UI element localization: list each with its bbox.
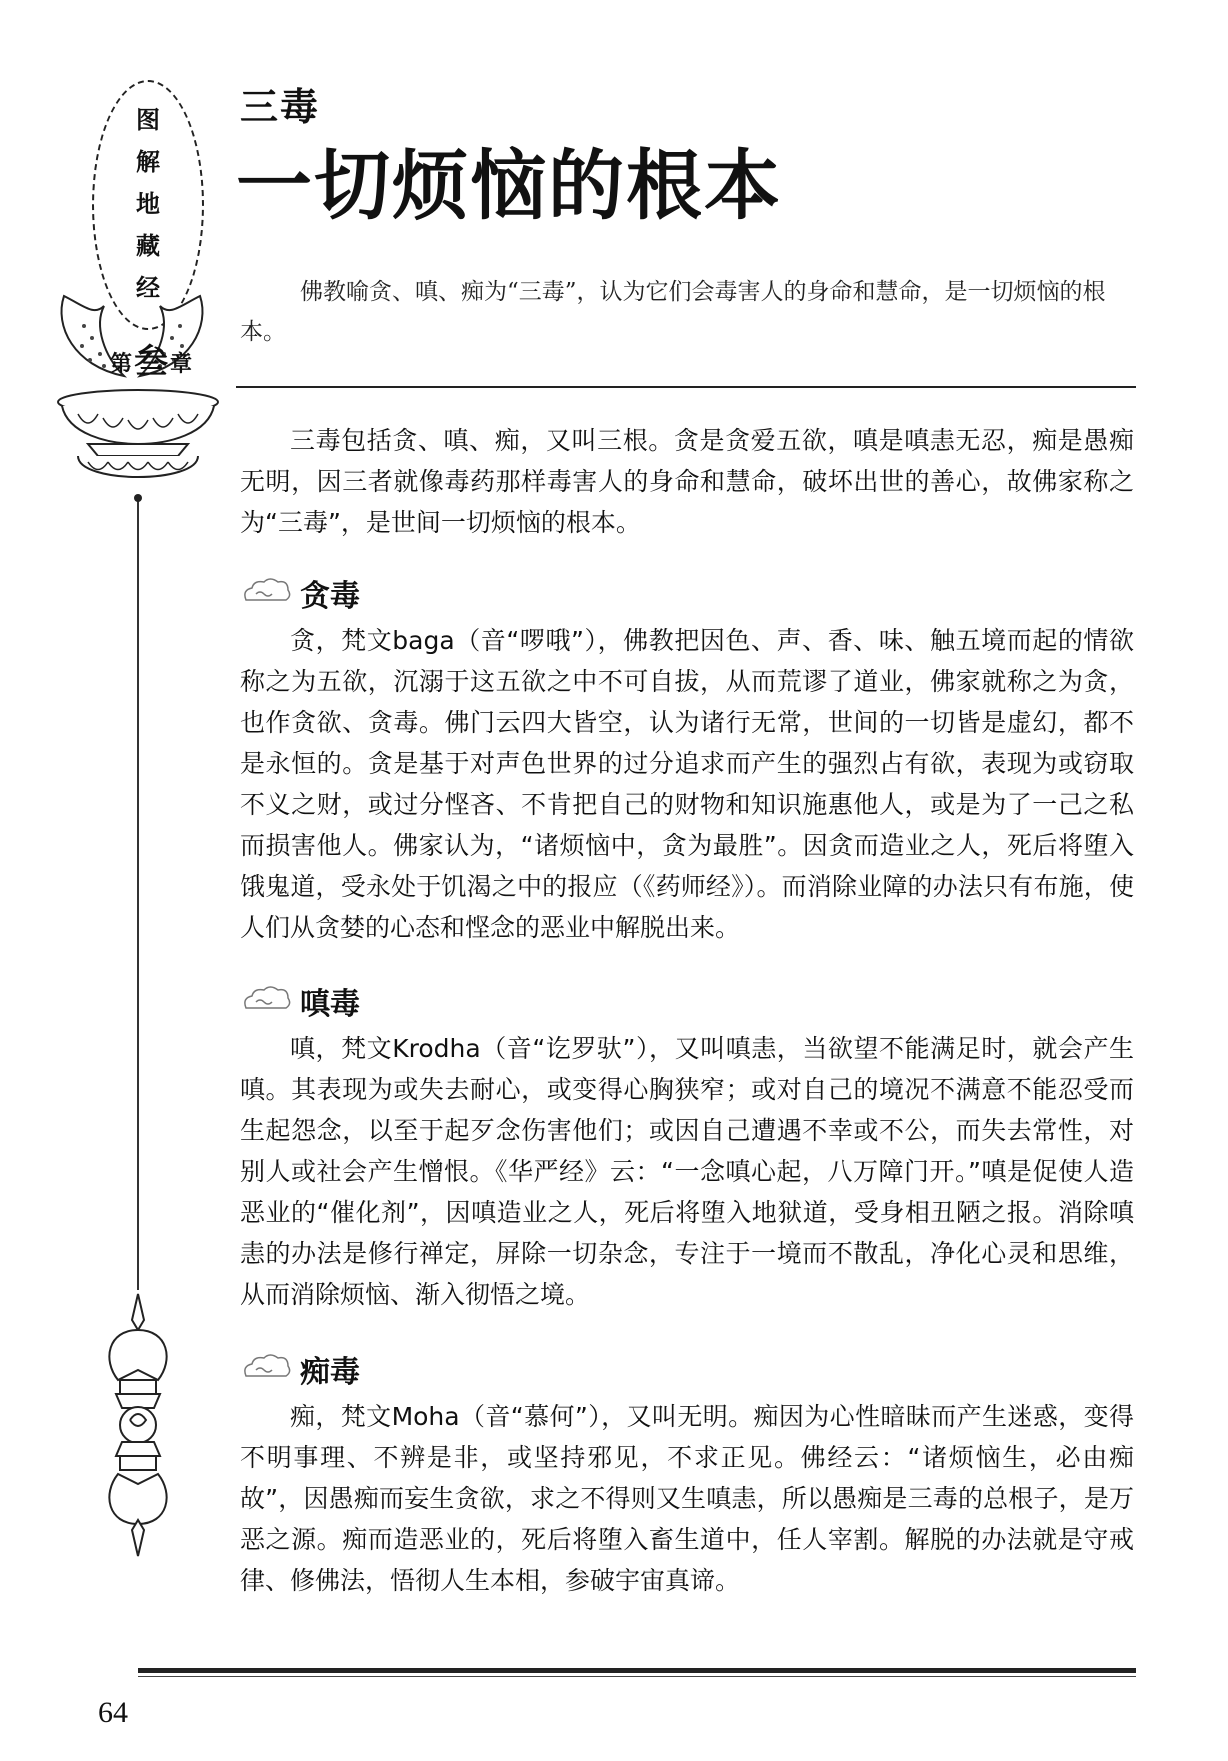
- footer-rule-thin: [138, 1676, 1136, 1677]
- page-number: 64: [98, 1696, 128, 1729]
- vertical-title-char: 解: [136, 148, 160, 176]
- vajra-ornament-icon: [98, 1290, 178, 1560]
- section-body-greed: 贪，梵文baga（音“啰哦”），佛教把因色、声、香、味、触五境而起的情欲称之为五欲，沉溺于这五欲之中不可自拔，从而荒谬了道业，佛家就称之为贪，也作贪欲、贪毒。佛门云四大皆空，认为诸行无常，世间的一切皆是虚幻，都不是永恒的。贪是基于对声色世界的过分追求而产生的强烈占有欲，表现为或窃取不义之财，或过分悭吝、不肯把自己的财物和知识施惠他人，或是为了一己之私而损害他人。佛家认为，“诸烦恼中，贪为最胜”。因贪而造业之人，死后将堕入饿鬼道，受永处于饥渴之中的报应（《药师经》）。而消除业障的办法只有布施，使人们从贪婪的心态和悭念的恶业中解脱出来。: [240, 626, 1134, 942]
- vertical-title-char: 藏: [136, 232, 160, 260]
- section-body-delusion: 痴，梵文Moha（音“慕何”），又叫无明。痴因为心性暗昧而产生迷惑，变得不明事理、不辨是非，或坚持邪见，不求正见。佛经云：“诸烦恼生，必由痴故”，因愚痴而妄生贪欲，求之不得则又生嗔恚，所以愚痴是三毒的总根子，是万恶之源。痴而造恶业的，死后将堕入畜生道中，任人宰割。解脱的办法就是守戒律、修佛法，悟彻人生本相，参破宇宙真谛。: [240, 1402, 1134, 1595]
- section-heading-greed: [240, 570, 360, 616]
- chapter-suffix: 章: [170, 351, 193, 377]
- intro-abstract: 佛教喻贪、嗔、痴为“三毒”，认为它们会毒害人的身命和慧命，是一切烦恼的根本。: [240, 279, 1106, 345]
- cloud-ornament-icon: [240, 1352, 292, 1386]
- section-heading-label: 贪毒: [300, 579, 360, 614]
- vertical-title-char: 地: [136, 190, 160, 218]
- section-body-anger: 嗔，梵文Krodha（音“讫罗驮”），又叫嗔恚，当欲望不能满足时，就会产生嗔。其表现为或失去耐心，或变得心胸狭窄；或对自己的境况不满意不能忍受而生起怨念，以至于起歹念伤害他们；或因自己遭遇不幸或不公，而失去常性，对别人或社会产生憎恨。《华严经》云：“一念嗔心起，八万障门开。”嗔是促使人造恶业的“催化剂”，因嗔造业之人，死后将堕入地狱道，受身相丑陋之报。消除嗔恚的办法是修行禅定，屏除一切杂念，专注于一境而不散乱，净化心灵和思维，从而消除烦恼、渐入彻悟之境。: [240, 1034, 1134, 1309]
- line-cap-dot: [134, 494, 142, 502]
- vertical-title-char: 经: [136, 274, 160, 302]
- section-heading-delusion: [240, 1346, 360, 1392]
- header-divider: [236, 386, 1136, 388]
- cloud-ornament-icon: [240, 576, 292, 610]
- footer-rule: [138, 1668, 1136, 1673]
- sidebar-divider-line: [137, 500, 139, 1290]
- section-heading-label: 痴毒: [300, 1355, 360, 1390]
- lotus-pedestal-icon: [48, 384, 228, 494]
- overview-paragraph: 三毒包括贪、嗔、痴，又叫三根。贪是贪爱五欲，嗔是嗔恚无忍，痴是愚痴无明，因三者就像毒药那样毒害人的身命和慧命，破坏出世的善心，故佛家称之为“三毒”，是世间一切烦恼的根本。: [240, 426, 1134, 537]
- page-title: 一切烦恼的根本: [236, 141, 782, 230]
- section-subtitle: 三毒: [240, 85, 321, 129]
- vertical-title-char: 图: [136, 106, 160, 134]
- chapter-badge: [96, 340, 206, 384]
- section-heading-anger: [240, 978, 360, 1024]
- cloud-ornament-icon: [240, 984, 292, 1018]
- chapter-number: 叁: [134, 342, 168, 382]
- chapter-prefix: 第: [109, 351, 132, 377]
- section-heading-label: 嗔毒: [300, 987, 360, 1022]
